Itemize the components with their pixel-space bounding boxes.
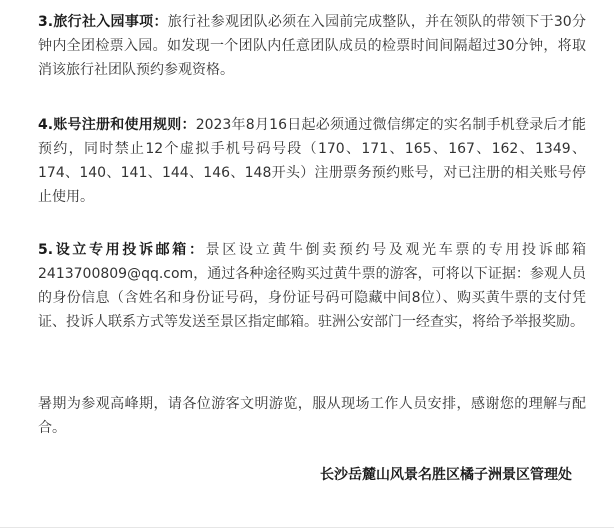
signature: 长沙岳麓山风景名胜区橘子洲景区管理处 [320,467,572,483]
section-5-body: 景区设立黄牛倒卖预约号及观光车票的专用投诉邮箱2413700809@qq.com，通过各种途径购买过黄牛票的游客，可将以下证据：参观人员的身份信息（含姓名和身份证号码，身份证号码可隐藏中间8位）、购买黄牛票的支付凭证、投诉人联系方式等发送至景区指定邮箱。驻洲公安部门一经查实，将给予举报奖励。 [38,242,587,330]
section-3-heading: 3.旅行社入园事项： [38,14,168,30]
section-5 [38,238,586,334]
section-4-body: 2023年8月16日起必须通过微信绑定的实名制手机登录后才能预约，同时禁止12个虚拟手机号码号段（170、171、165、167、162、1349、174、140、141、144、146、148开头）注册票务预约账号，对已注册的相关账号停止使用。 [38,117,586,205]
section-4-heading: 4.账号注册和使用规则： [38,117,196,133]
section-4 [38,113,586,209]
section-3-body: 旅行社参观团队必须在入园前完成整队，并在领队的带领下于30分钟内全团检票入园。如发现一个团队内任意团队成员的检票时间间隔超过30分钟，将取消该旅行社团队预约参观资格。 [38,14,586,78]
section-3 [38,10,586,82]
closing-paragraph: 暑期为参观高峰期，请各位游客文明游览，服从现场工作人员安排，感谢您的理解与配合。 [38,396,586,436]
divider [0,527,614,528]
section-5-heading: 5.设立专用投诉邮箱： [38,242,206,258]
